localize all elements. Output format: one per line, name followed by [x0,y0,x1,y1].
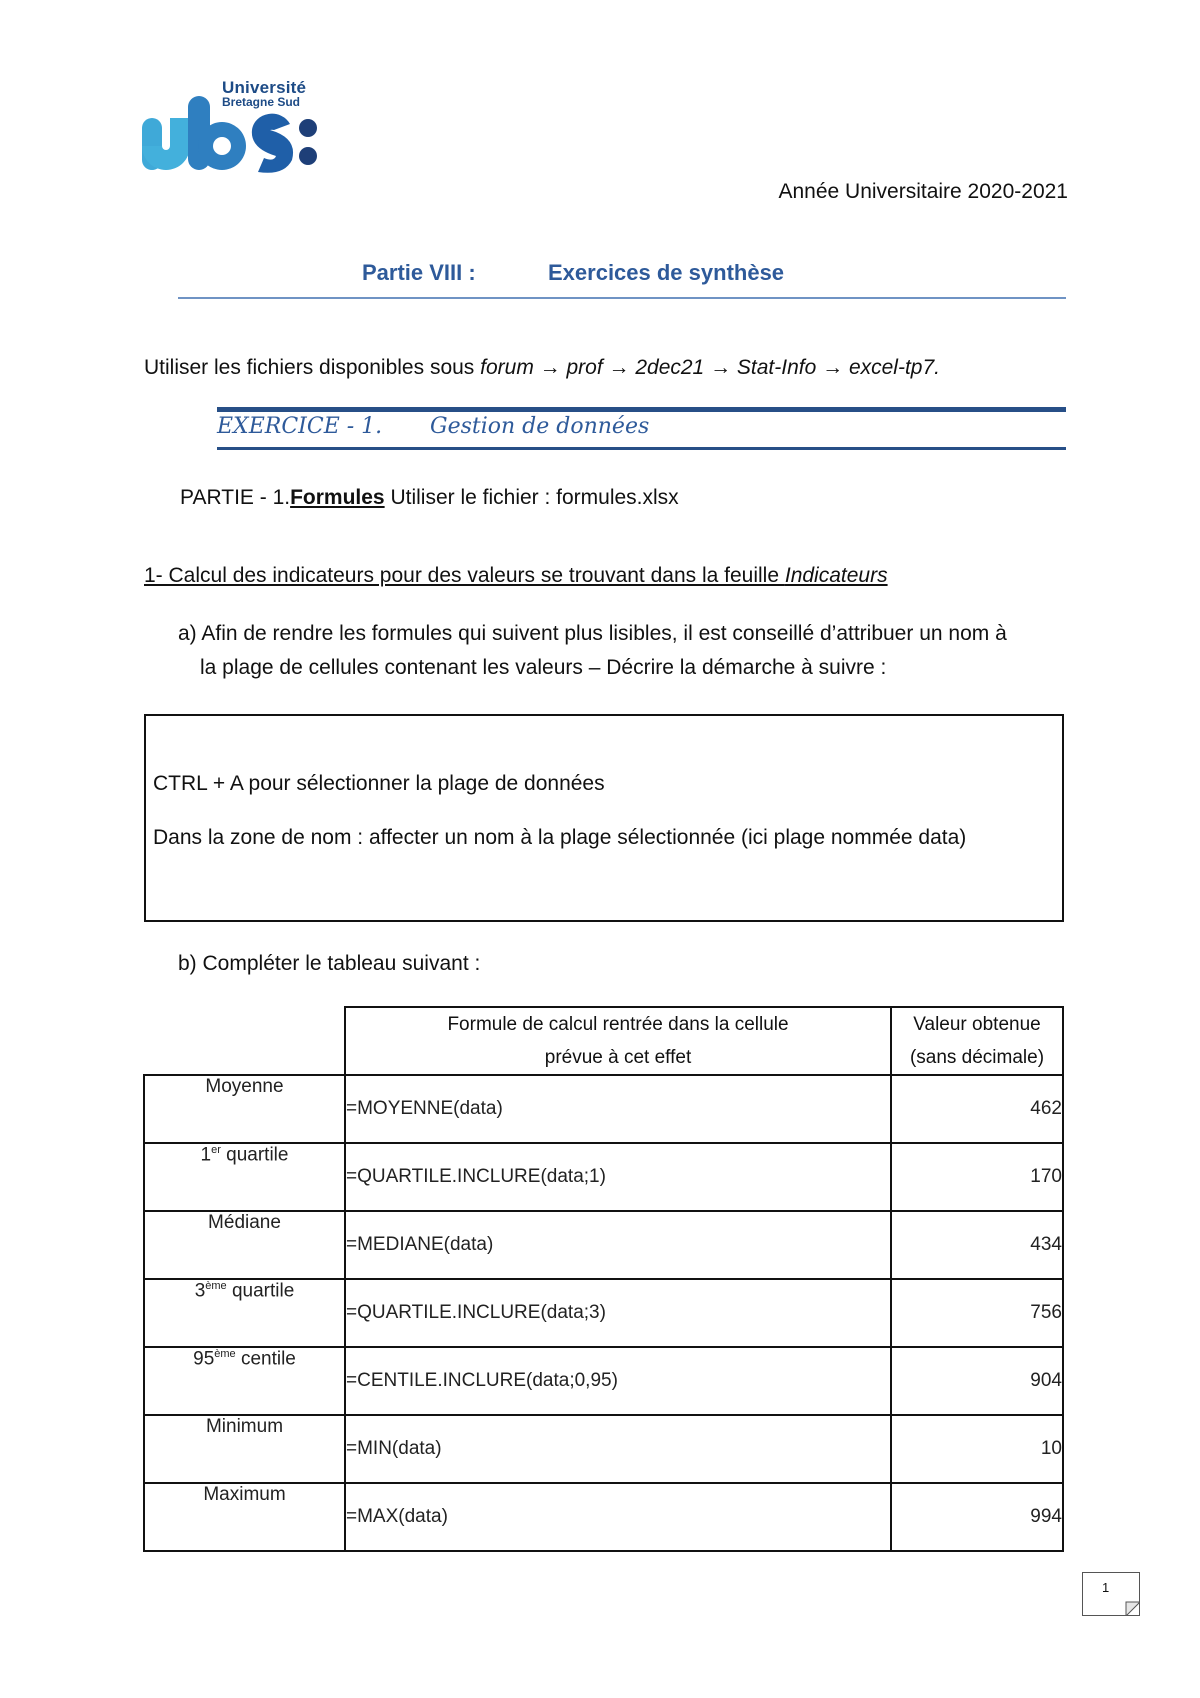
section-sheet: Indicateurs [784,564,888,587]
answer-line1: CTRL + A pour sélectionner la plage de données [153,772,605,795]
intro-path: forum → prof → 2dec21 → Stat-Info → excel-tp7. [480,356,940,379]
row-value: 994 [891,1483,1063,1551]
intro-prefix: Utiliser les fichiers disponibles sous [144,356,481,379]
table-header-row [144,1007,1063,1075]
page-number: 1 [1102,1580,1110,1595]
exercise-number: EXERCICE - 1. [217,414,383,439]
partie-heading [180,486,679,510]
header-formula-line2: prévue à cet effet [544,1047,692,1068]
intro-paragraph [144,356,940,380]
partie-file: Utiliser le fichier : formules.xlsx [384,486,679,509]
part-number: Partie VIII : [362,260,476,285]
table-row [144,1143,1063,1211]
row-value: 462 [891,1075,1063,1143]
label-main: 3 [194,1280,206,1302]
section-heading [144,564,888,588]
row-value: 904 [891,1347,1063,1415]
question-a-line1: a) Afin de rendre les formules qui suivent plus lisibles, il est conseillé d’attribuer un nom à [178,622,1007,645]
header-formula-line1: Formule de calcul rentrée dans la cellule [447,1014,789,1035]
answer-line2: Dans la zone de nom : affecter un nom à la plage sélectionnée (ici plage nommée data) [153,826,967,849]
row-formula: =QUARTILE.INCLURE(data;1) [345,1143,891,1211]
exercise-heading [217,414,650,439]
label-main: 95 [193,1348,215,1370]
label-rest: quartile [226,1280,295,1302]
row-label: Minimum [144,1415,345,1483]
indicators-table [143,1006,1064,1552]
table-row [144,1415,1063,1483]
partie-name: Formules [290,486,385,509]
table-row [144,1483,1063,1551]
row-formula: =CENTILE.INCLURE(data;0,95) [345,1347,891,1415]
partie-number: PARTIE - 1. [180,486,291,509]
header-empty-cell [144,1007,345,1075]
exercise-rule-bottom [217,447,1066,450]
label-rest: centile [235,1348,296,1370]
table-row [144,1075,1063,1143]
row-label: Médiane [144,1211,345,1279]
label-sup: ème [214,1348,236,1360]
logo-university-label: Université [222,78,307,97]
row-value: 756 [891,1279,1063,1347]
label-rest: quartile [220,1144,289,1166]
row-formula: =QUARTILE.INCLURE(data;3) [345,1279,891,1347]
label-sup: er [211,1144,221,1156]
row-value: 434 [891,1211,1063,1279]
page-corner-icon [1082,1572,1140,1616]
table-row [144,1279,1063,1347]
row-formula: =MIN(data) [345,1415,891,1483]
section-text: 1- Calcul des indicateurs pour des valeurs se trouvant dans la feuille [144,564,785,587]
row-label: Moyenne [144,1075,345,1143]
table-row [144,1347,1063,1415]
row-label: Maximum [144,1483,345,1551]
question-b: b) Compléter le tableau suivant : [178,952,481,975]
header-value [891,1007,1063,1075]
row-formula: =MAX(data) [345,1483,891,1551]
table-row [144,1211,1063,1279]
answer-box [144,714,1064,922]
exercise-title: Gestion de données [430,414,650,439]
row-value: 170 [891,1143,1063,1211]
question-a-line2: la plage de cellules contenant les valeurs – Décrire la démarche à suivre : [200,656,887,679]
row-label [144,1347,345,1415]
label-main: 1 [200,1144,212,1166]
row-label [144,1279,345,1347]
header-value-line1: Valeur obtenue [913,1014,1041,1035]
row-value: 10 [891,1415,1063,1483]
row-formula: =MEDIANE(data) [345,1211,891,1279]
header-formula [345,1007,891,1075]
page-number-box [1082,1572,1140,1616]
header-value-line2: (sans décimale) [909,1047,1045,1068]
row-formula: =MOYENNE(data) [345,1075,891,1143]
part-divider [178,297,1066,299]
academic-year: Année Universitaire 2020-2021 [778,180,1068,203]
row-label [144,1143,345,1211]
exercise-rule-top [217,407,1066,412]
label-sup: ème [205,1280,227,1292]
logo-region-label: Bretagne Sud [222,95,301,109]
part-title: Exercices de synthèse [548,260,785,285]
